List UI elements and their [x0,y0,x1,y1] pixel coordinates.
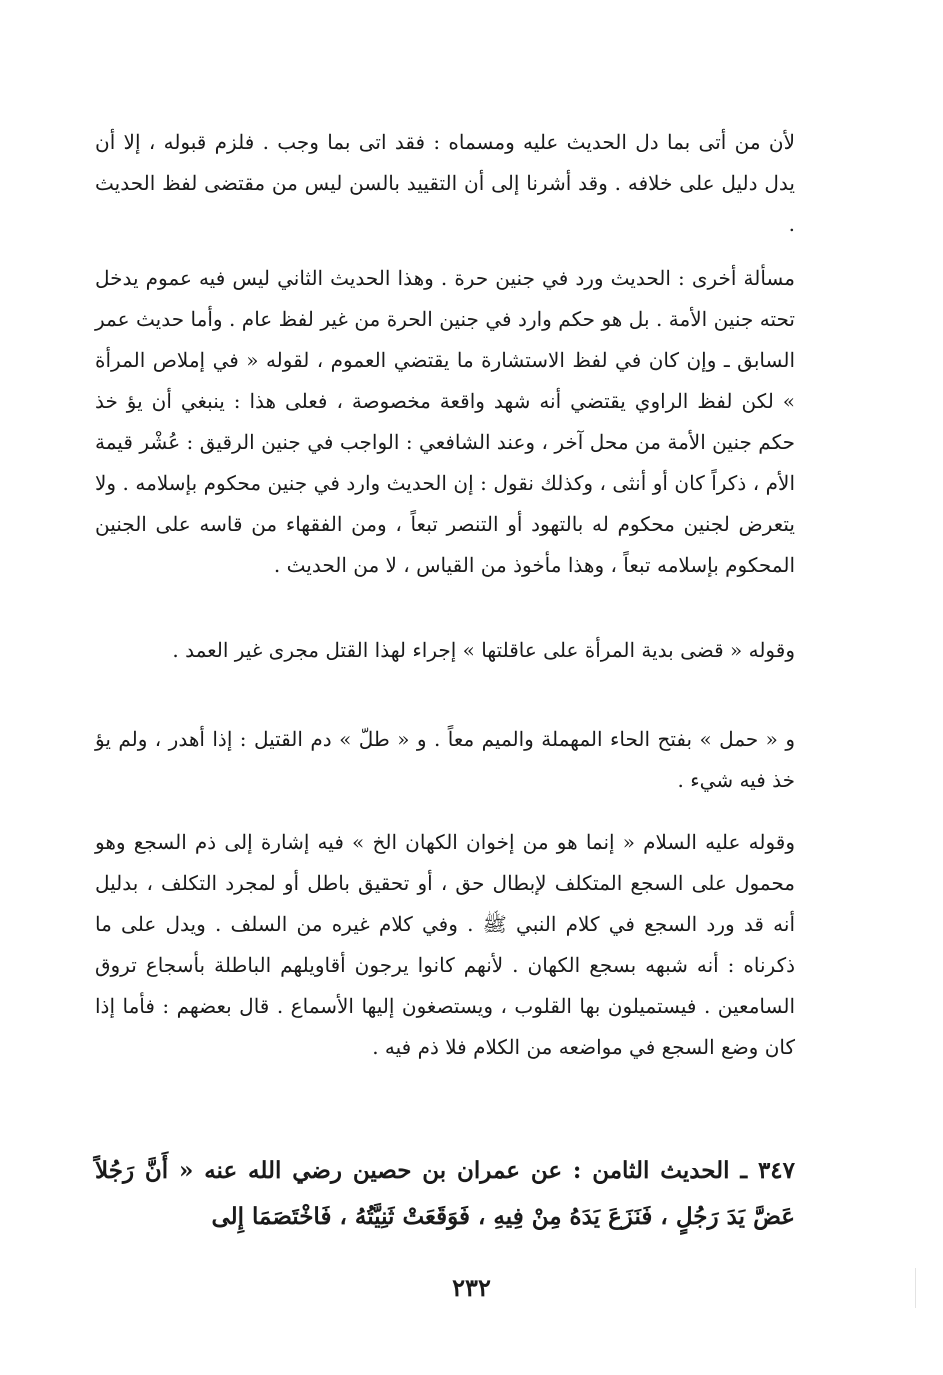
paragraph-2: مسألة أخرى : الحديث ورد في جنين حرة . وهذا الحديث الثاني ليس فيه عموم يدخل تحته جنين الأمة . بل هو حكم وارد في جنين الحرة من غير لفظ عام . وأما حديث عمر السابق ـ وإن كان في لفظ الاستشارة ما يقتضي العموم ، لقوله « في إملاص المرأة » لكن لفظ الراوي يقتضي أنه شهد واقعة مخصوصة ، فعلى هذا : ينبغي أن يؤ خذ حكم جنين الأمة من محل آخر ، وعند الشافعي : الواجب في جنين الرقيق : عُشْر قيمة الأم ، ذكراً كان أو أنثى ، وكذلك نقول : إن الحديث وارد في جنين محكوم بإسلامه . ولا يتعرض لجنين محكوم له بالتهود أو التنصر تبعاً ، ومن الفقهاء من قاسه على الجنين المحكوم بإسلامه تبعاً ، وهذا مأخوذ من القياس ، لا من الحديث . [95,266,795,577]
page-number: ٢٣٢ [452,1273,491,1302]
paragraph-1: لأن من أتى بما دل الحديث عليه ومسماه : فقد اتى بما وجب . فلزم قبوله ، إلا أن يدل دليل على خلافه . وقد أشرنا إلى أن التقييد بالسن ليس من مقتضى لفظ الحديث . [95,130,795,236]
paragraph-5: وقوله عليه السلام « إنما هو من إخوان الكهان الخ » فيه إشارة إلى ذم السجع وهو محمول على السجع المتكلف لإبطال حق ، أو تحقيق باطل أو لمجرد التكلف ، بدليل أنه قد ورد السجع في كلام النبي ﷺ . وفي كلام غيره من السلف . ويدل على ما ذكرناه : أنه شبهه بسجع الكهان . لأنهم كانوا يرجون أقاويلهم الباطلة بأسجاع تروق السامعين . فيستميلون بها القلوب ، ويستصغون إليها الأسماع . قال بعضهم : فأما إذا كان وضع السجع في مواضعه من الكلام فلا ذم فيه . [95,830,795,1059]
paragraph-4: و « حمل » بفتح الحاء المهملة والميم معاً . و « طلّ » دم القتيل : إذا أهدر ، ولم يؤ خذ فيه شيء . [95,727,795,792]
scan-edge-mark [915,1268,916,1308]
hadith-heading: ٣٤٧ ـ الحديث الثامن : عن عمران بن حصين رضي الله عنه « أَنَّ رَجُلاً عَضَّ يَدَ رَجُلٍ ، فَنَزَعَ يَدَهُ مِنْ فِيهِ ، فَوَقَعَتْ ثَنِيَّتُهُ ، فَاخْتَصَمَا إِلى [95,1157,795,1230]
paragraph-3: وقوله « قضى بدية المرأة على عاقلتها » إجراء لهذا القتل مجرى غير العمد . [172,638,795,662]
